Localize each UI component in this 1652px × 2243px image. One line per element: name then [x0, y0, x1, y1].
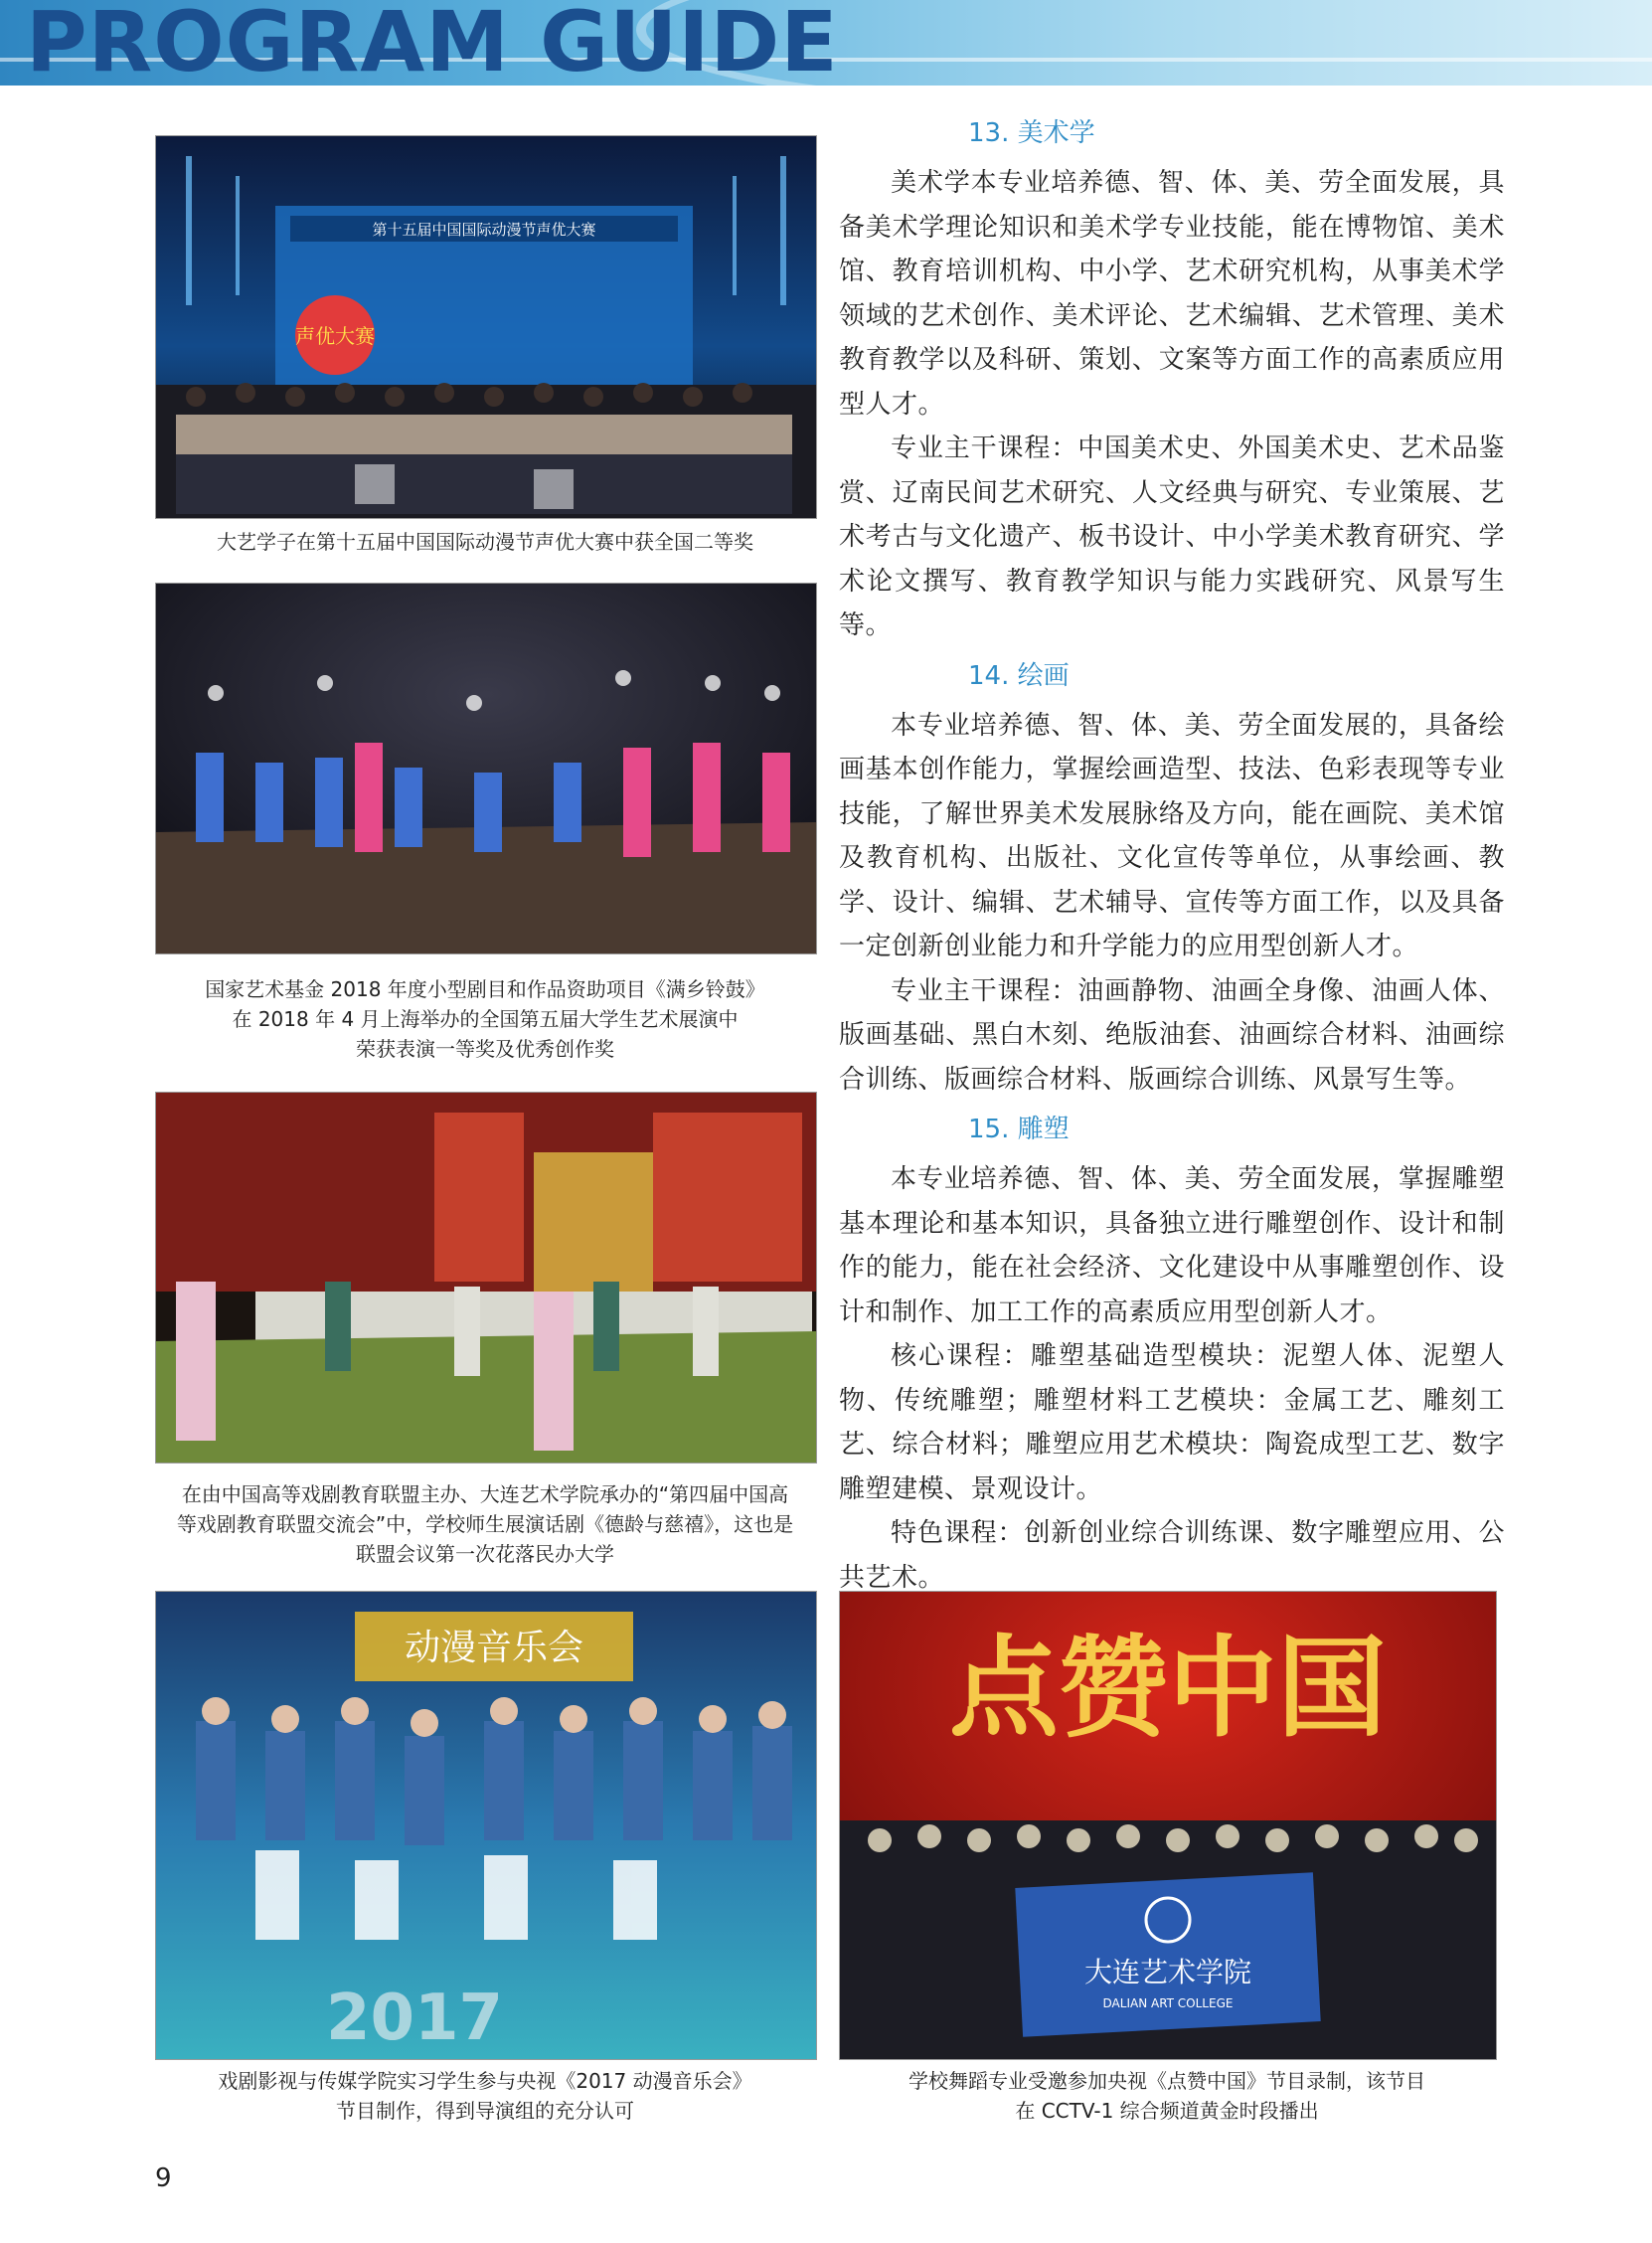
svg-text:声优大赛: 声优大赛 — [295, 324, 375, 348]
svg-text:DALIAN ART COLLEGE: DALIAN ART COLLEGE — [1102, 1996, 1234, 2010]
photo-anime-concert — [155, 1591, 817, 2060]
page-header — [0, 0, 1652, 86]
svg-text:第十五届中国国际动漫节声优大赛: 第十五届中国国际动漫节声优大赛 — [372, 221, 596, 239]
photo2-caption: 国家艺术基金 2018 年度小型剧目和作品资助项目《满乡铃鼓》 在 2018 年 4 月上海举办的全国第五届大学生艺术展演中 荣获表演一等奖及优秀创作奖 — [205, 977, 765, 1061]
photo-dianzan-zhongguo — [839, 1591, 1497, 2060]
section-title: 13. 美术学 — [968, 118, 1095, 148]
svg-text:点赞中国: 点赞中国 — [949, 1624, 1387, 1752]
text-column — [839, 107, 1505, 1600]
header-title: PROGRAM GUIDE — [26, 0, 839, 86]
photo-drama-stage — [155, 1092, 817, 1464]
photo-dance-performance — [155, 583, 817, 954]
svg-text:动漫音乐会: 动漫音乐会 — [404, 1628, 584, 1668]
svg-text:大连艺术学院: 大连艺术学院 — [1083, 1956, 1252, 1988]
section-paragraph: 本专业培养德、智、体、美、劳全面发展，掌握雕塑基本理论和基本知识，具备独立进行雕塑创作、设计和制作的能力，能在社会经济、文化建设中从事雕塑创作、设计和制作、加工工作的高素质应用型创新人才。 — [839, 1164, 1505, 1327]
section-title: 15. 雕塑 — [968, 1115, 1070, 1144]
svg-text:2017: 2017 — [325, 1982, 504, 2055]
section-paragraph: 核心课程：雕塑基础造型模块：泥塑人体、泥塑人物、传统雕塑；雕塑材料工艺模块：金属工艺、雕刻工艺、综合材料；雕塑应用艺术模块：陶瓷成型工艺、数字雕塑建模、景观设计。 — [839, 1341, 1505, 1504]
photo3-caption: 在由中国高等戏剧教育联盟主办、大连艺术学院承办的“第四届中国高 等戏剧教育联盟交流会”中，学校师生展演话剧《德龄与慈禧》，这也是 联盟会议第一次花落民办大学 — [176, 1482, 794, 1566]
photo-voice-contest — [155, 135, 817, 519]
section-paragraph: 专业主干课程：中国美术史、外国美术史、艺术品鉴赏、辽南民间艺术研究、人文经典与研究、专业策展、艺术考古与文化遗产、板书设计、中小学美术教育研究、学术论文撰写、教育教学知识与能力实践研究、风景写生等。 — [839, 433, 1505, 640]
section-paragraph: 本专业培养德、智、体、美、劳全面发展的，具备绘画基本创作能力，掌握绘画造型、技法、色彩表现等专业技能，了解世界美术发展脉络及方向，能在画院、美术馆及教育机构、出版社、文化宣传等单位，从事绘画、教学、设计、编辑、艺术辅导、宣传等方面工作，以及具备一定创新创业能力和升学能力的应用型创新人才。 — [839, 710, 1505, 961]
section-paragraph: 特色课程：创新创业综合训练课、数字雕塑应用、公共艺术。 — [839, 1518, 1505, 1593]
page-number: 9 — [155, 2163, 172, 2193]
photo4-caption: 戏剧影视与传媒学院实习学生参与央视《2017 动漫音乐会》 节目制作，得到导演组的充分认可 — [218, 2069, 752, 2123]
photo1-caption: 大艺学子在第十五届中国国际动漫节声优大赛中获全国二等奖 — [217, 530, 753, 554]
section-title: 14. 绘画 — [968, 660, 1070, 691]
section-paragraph: 专业主干课程：油画静物、油画全身像、油画人体、版画基础、黑白木刻、绝版油套、油画综合材料、油画综合训练、版画综合材料、版画综合训练、风景写生等。 — [839, 975, 1505, 1095]
photo5-caption: 学校舞蹈专业受邀参加央视《点赞中国》节目录制，该节目 在 CCTV-1 综合频道黄金时段播出 — [909, 2069, 1425, 2123]
section-paragraph: 美术学本专业培养德、智、体、美、劳全面发展，具备美术学理论知识和美术学专业技能，能在博物馆、美术馆、教育培训机构、中小学、艺术研究机构，从事美术学领域的艺术创作、美术评论、艺术编辑、艺术管理、美术教育教学以及科研、策划、文案等方面工作的高素质应用型人才。 — [839, 168, 1505, 420]
